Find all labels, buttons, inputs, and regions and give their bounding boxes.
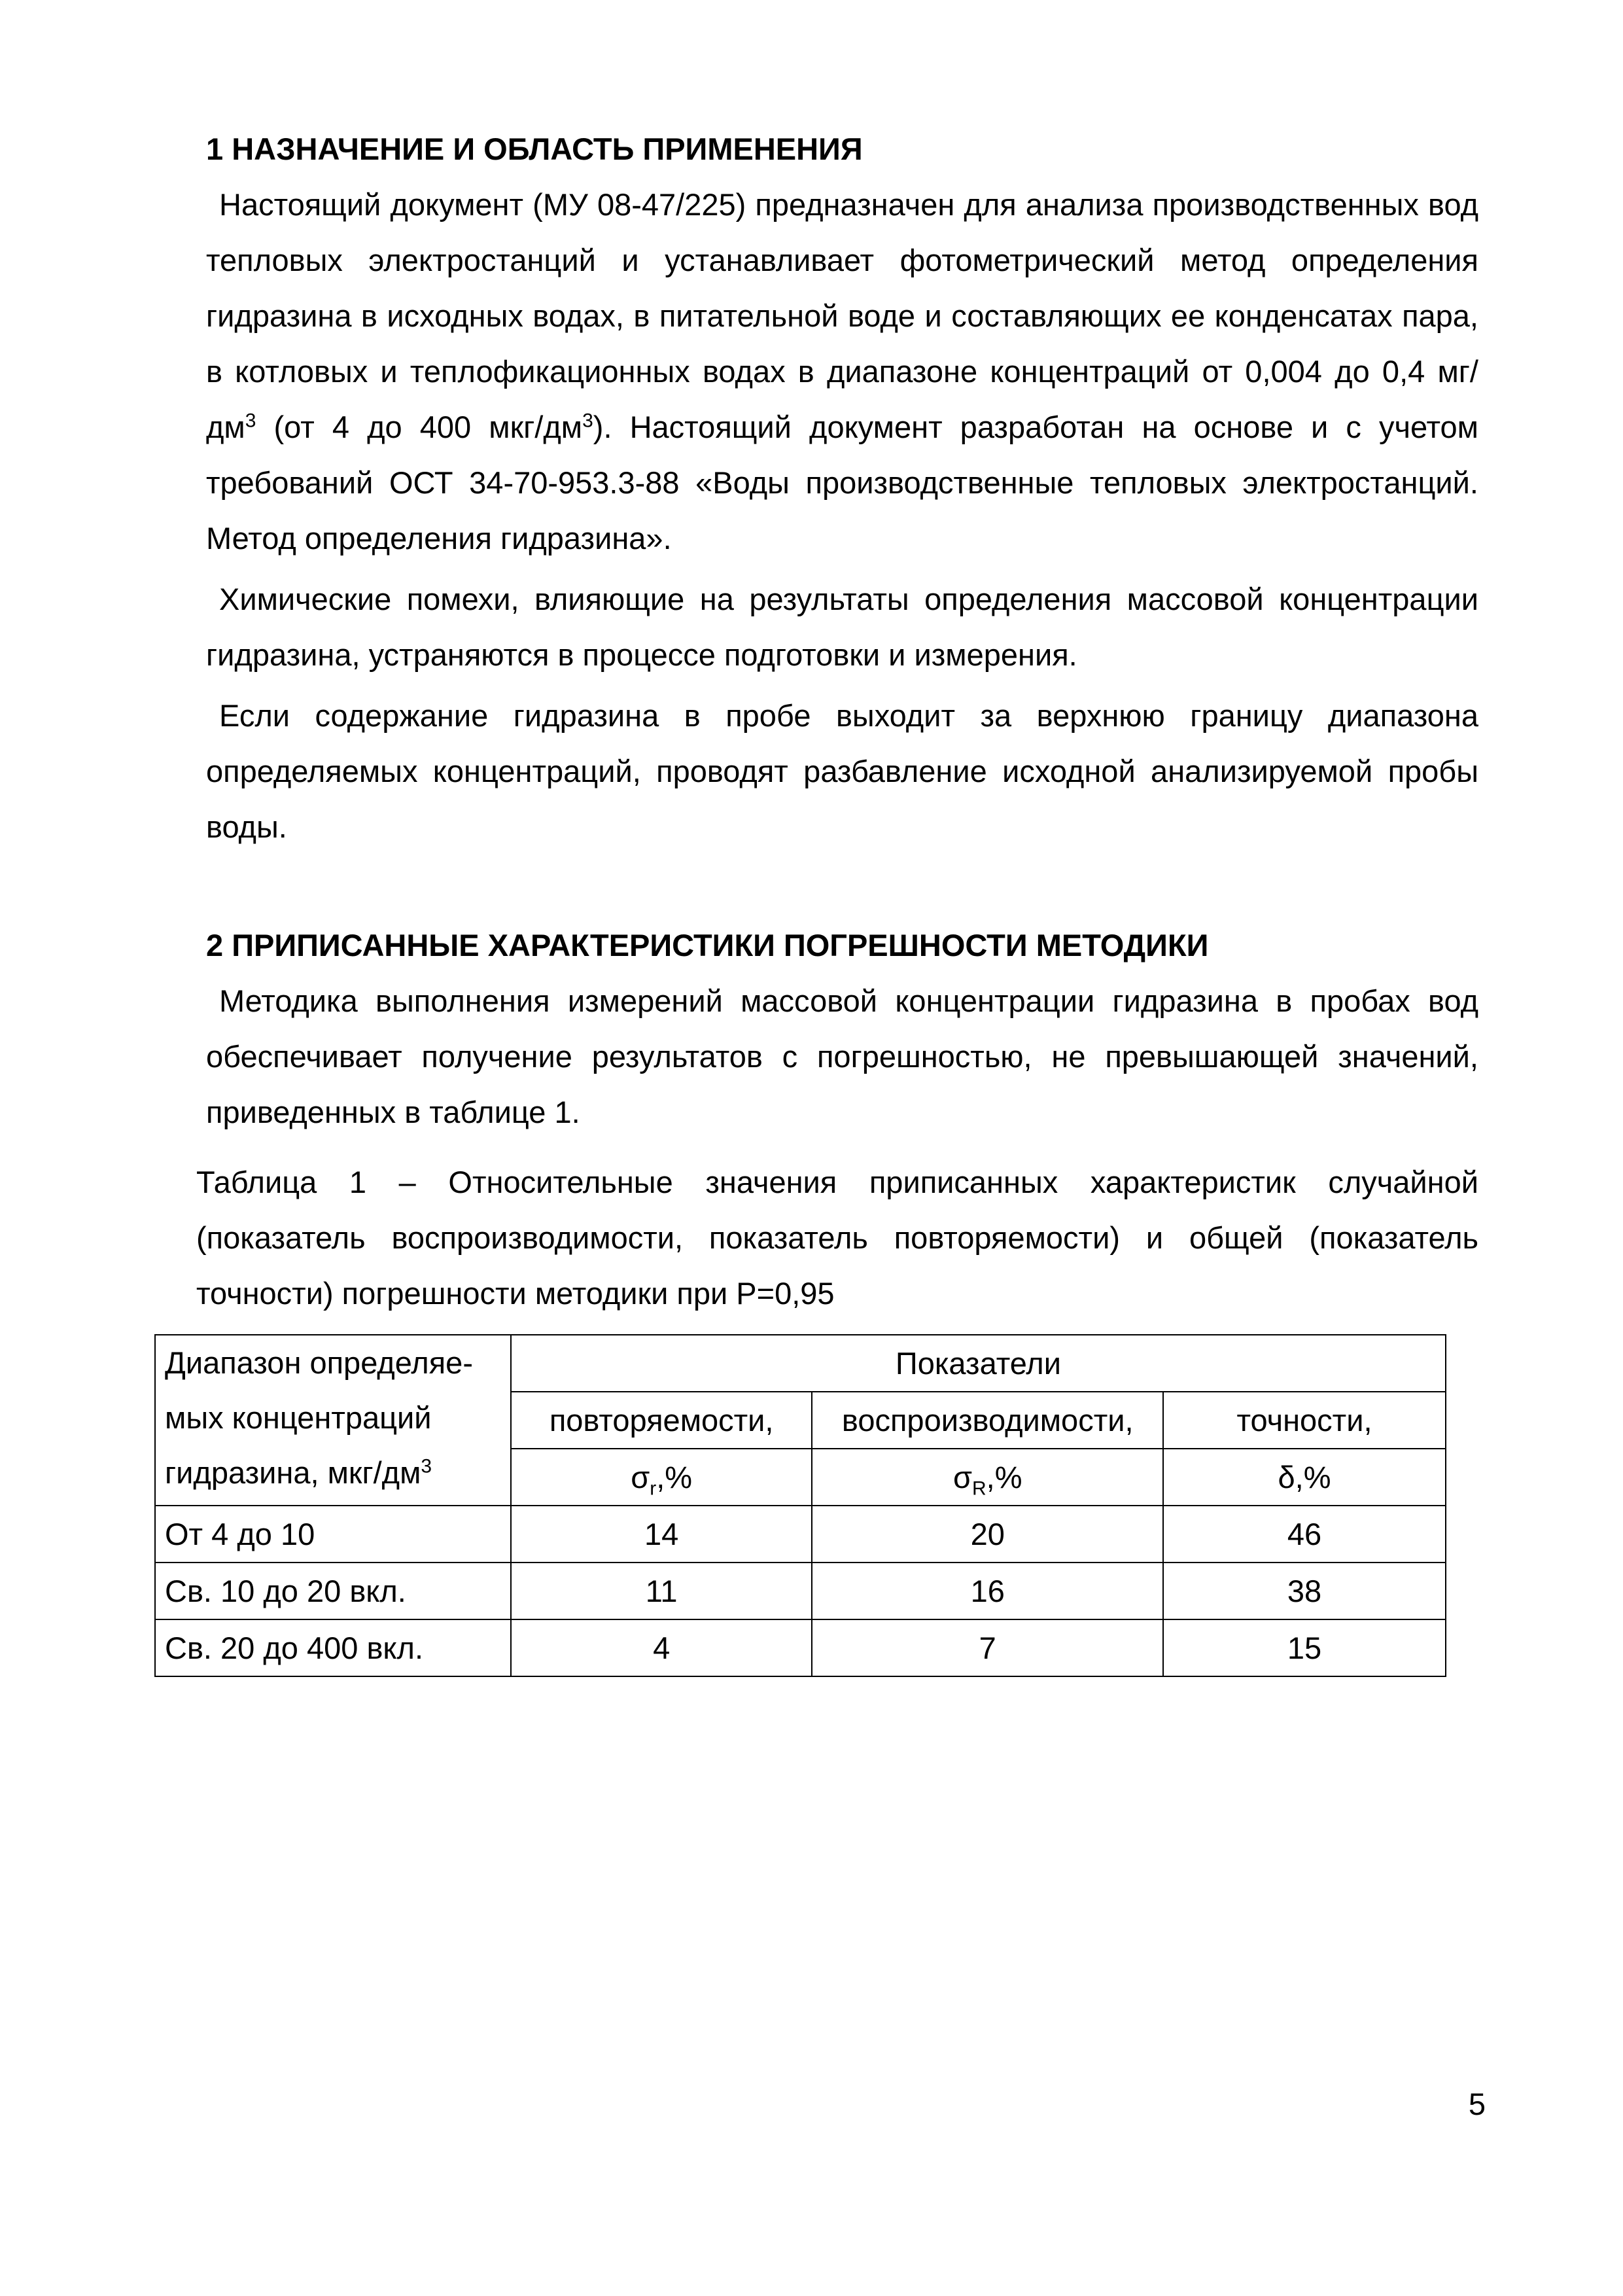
table-header-row-1 xyxy=(155,1335,1446,1392)
section-1-paragraph-2: Химические помехи, влияющие на результаты определения массовой концентрации гидразина, устраняются в процессе подготовки и измерения. xyxy=(206,582,1478,672)
table-row xyxy=(155,1506,1446,1563)
range-header-sup: 3 xyxy=(421,1455,432,1477)
row-2-range: Св. 10 до 20 вкл. xyxy=(155,1563,511,1619)
section-1-paragraph-3: Если содержание гидразина в пробе выходит за верхнюю границу диапазона определяемых концентраций, проводят разбавление исходной анализируемой пробы воды. xyxy=(206,698,1478,844)
row-3-accuracy: 15 xyxy=(1163,1619,1446,1676)
table-caption: Таблица 1 – Относительные значения приписанных характеристик случайной (показатель воспроизводимости, показатель повторяемости) и общей (показатель точности) погрешности методики при Р=0,95 xyxy=(196,1165,1478,1311)
section-1-heading: 1 НАЗНАЧЕНИЕ И ОБЛАСТЬ ПРИМЕНЕНИЯ xyxy=(206,132,863,166)
row-2-reproducibility: 16 xyxy=(812,1563,1163,1619)
row-1-repeatability: 14 xyxy=(511,1506,812,1563)
row-2-repeatability: 11 xyxy=(511,1563,812,1619)
sigma-R-sub: R xyxy=(971,1477,986,1500)
header-reproducibility-symbol xyxy=(812,1449,1163,1506)
s1p1-text-b: (от 4 до 400 мкг/дм xyxy=(256,410,583,444)
error-characteristics-table xyxy=(154,1334,1446,1677)
row-3-repeatability: 4 xyxy=(511,1619,812,1676)
row-1-range: От 4 до 10 xyxy=(155,1506,511,1563)
table-row xyxy=(155,1619,1446,1676)
header-repeatability: повторяемости, xyxy=(511,1392,812,1449)
row-2-accuracy: 38 xyxy=(1163,1563,1446,1619)
sigma-R-unit: ,% xyxy=(986,1460,1022,1494)
section-2-heading: 2 ПРИПИСАННЫЕ ХАРАКТЕРИСТИКИ ПОГРЕШНОСТИ МЕТОДИКИ xyxy=(206,928,1209,963)
indicators-group-header: Показатели xyxy=(511,1335,1446,1392)
header-accuracy: точности, xyxy=(1163,1392,1446,1449)
section-2-paragraph-1: Методика выполнения измерений массовой концентрации гидразина в пробах вод обеспечивает получение результатов с погрешностью, не превышающей значений, приведенных в таблице 1. xyxy=(206,983,1478,1129)
page-number: 5 xyxy=(1468,2087,1486,2121)
s1p1-text-a: Настоящий документ (МУ 08-47/225) предназначен для анализа производственных вод тепловых электростанций и устанавливает фотометрический метод определения гидразина в исходных водах, в питательной воде и составляющих ее конденсатах пара, в котловых и теплофикационных водах в диапазоне концентраций от 0,004 до 0,4 мг/дм xyxy=(206,187,1478,444)
page-content xyxy=(165,121,1478,1677)
row-3-range: Св. 20 до 400 вкл. xyxy=(155,1619,511,1676)
range-header-line-2: мых концентраций xyxy=(165,1400,432,1435)
sigma-r-sub: r xyxy=(650,1477,657,1500)
range-header-line-3 xyxy=(165,1445,501,1500)
row-1-accuracy: 46 xyxy=(1163,1506,1446,1563)
section-1-paragraph-1 xyxy=(196,177,1478,566)
row-1-reproducibility: 20 xyxy=(812,1506,1163,1563)
sigma-r-symbol: σ xyxy=(631,1460,650,1494)
header-reproducibility: воспроизводимости, xyxy=(812,1392,1163,1449)
range-header-cell xyxy=(155,1335,511,1506)
sigma-R-symbol: σ xyxy=(952,1460,972,1494)
range-header-unit: гидразина, мкг/дм xyxy=(165,1455,421,1490)
header-repeatability-symbol xyxy=(511,1449,812,1506)
sigma-r-unit: ,% xyxy=(656,1460,693,1494)
s1p1-text-c: ). Настоящий документ разработан на основе и с учетом требований ОСТ 34-70-953.3-88 «Воды производственные тепловых электростанций. Метод определения гидразина». xyxy=(206,410,1478,556)
row-3-reproducibility: 7 xyxy=(812,1619,1163,1676)
range-header-line-1: Диапазон определяе- xyxy=(165,1345,473,1380)
table-row xyxy=(155,1563,1446,1619)
s1p1-sup-1: 3 xyxy=(245,410,256,432)
header-accuracy-symbol: δ,% xyxy=(1163,1449,1446,1506)
s1p1-sup-2: 3 xyxy=(582,410,593,432)
